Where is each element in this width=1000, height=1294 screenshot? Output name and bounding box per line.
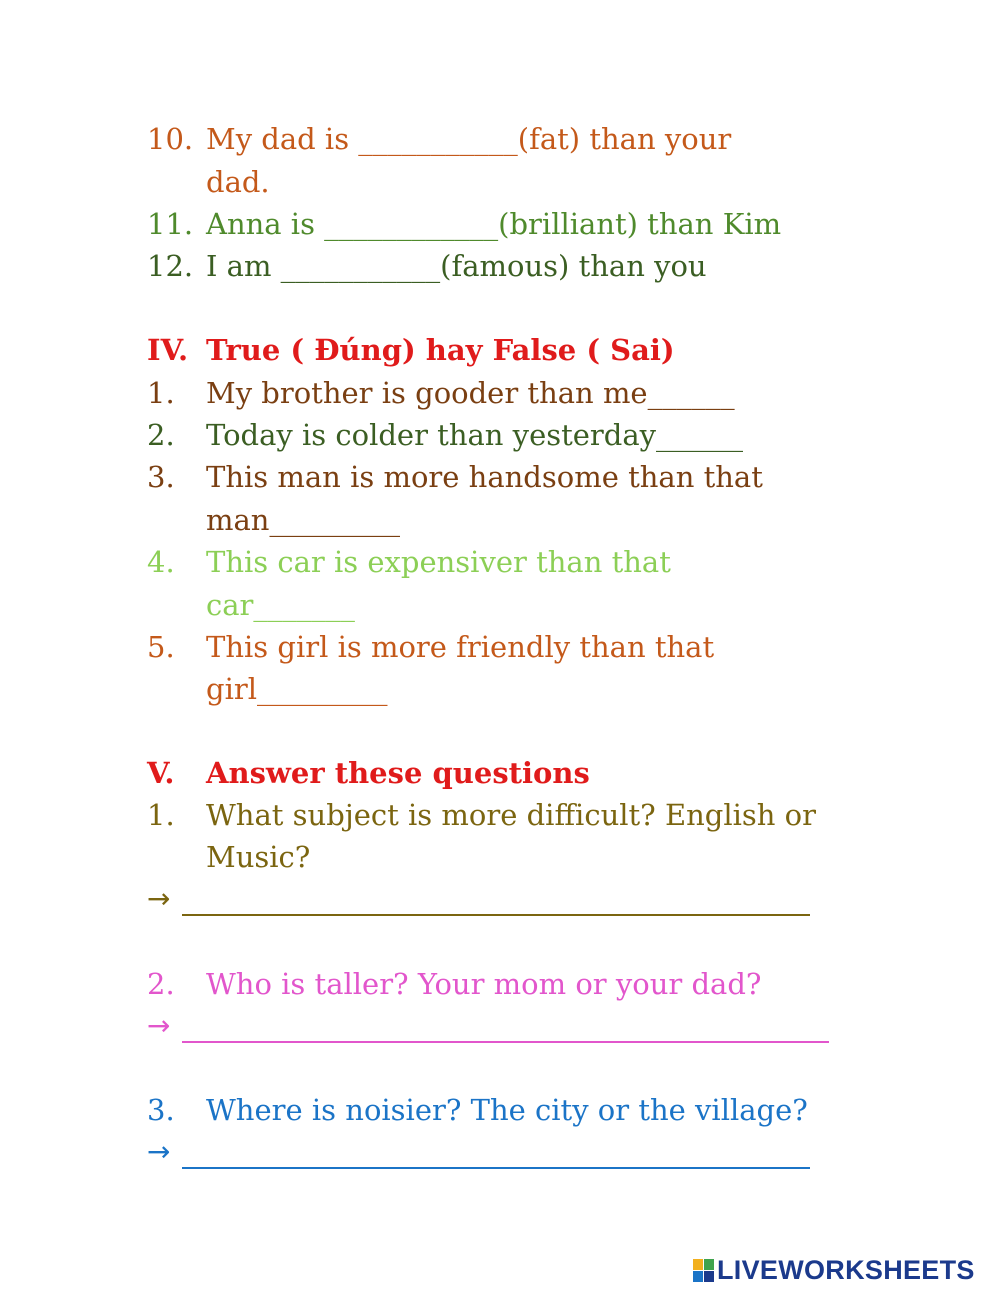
- question-number: 1.: [147, 798, 175, 832]
- question-text: Music?: [206, 840, 311, 874]
- liveworksheets-logo-icon: [693, 1259, 714, 1282]
- arrow-right-icon: →: [147, 882, 171, 915]
- item-number: 2.: [147, 418, 175, 452]
- question-number: 12.: [147, 249, 194, 283]
- arrow-right-icon: →: [147, 1009, 171, 1042]
- item-text: Today is colder than yesterday______: [206, 418, 744, 452]
- question-text: Who is taller? Your mom or your dad?: [206, 967, 762, 1001]
- section-title: Answer these questions: [206, 756, 590, 790]
- item-text: This man is more handsome than that: [206, 460, 763, 494]
- question-text: My dad is ___________(fat) than your: [206, 122, 732, 156]
- question-text: What subject is more difficult? English or: [206, 798, 817, 832]
- item-text: My brother is gooder than me______: [206, 376, 735, 410]
- item-text: man_________: [206, 503, 400, 537]
- item-text: This car is expensiver than that: [206, 545, 671, 579]
- question-text: dad.: [206, 165, 270, 199]
- liveworksheets-logo: [693, 1256, 975, 1284]
- question-number: 2.: [147, 967, 175, 1001]
- item-number: 3.: [147, 460, 175, 494]
- question-text: I am ___________(famous) than you: [206, 249, 707, 283]
- question-text: Anna is ____________(brilliant) than Kim: [206, 207, 782, 241]
- item-number: 4.: [147, 545, 175, 579]
- logo-text: LIVEWORKSHEETS: [717, 1254, 975, 1285]
- section-number: IV.: [147, 333, 189, 367]
- question-number: 10.: [147, 122, 194, 156]
- item-number: 1.: [147, 376, 175, 410]
- answer-underline[interactable]: [182, 914, 810, 916]
- item-number: 5.: [147, 630, 175, 664]
- section-number: V.: [147, 756, 175, 790]
- item-text: This girl is more friendly than that: [206, 630, 715, 664]
- item-text: car_______: [206, 588, 355, 622]
- question-number: 11.: [147, 207, 194, 241]
- item-text: girl_________: [206, 672, 388, 706]
- question-number: 3.: [147, 1093, 175, 1127]
- answer-underline[interactable]: [182, 1041, 829, 1043]
- section-title: True ( Đúng) hay False ( Sai): [206, 333, 675, 367]
- question-text: Where is noisier? The city or the village?: [206, 1093, 808, 1127]
- arrow-right-icon: →: [147, 1135, 171, 1168]
- answer-underline[interactable]: [182, 1167, 810, 1169]
